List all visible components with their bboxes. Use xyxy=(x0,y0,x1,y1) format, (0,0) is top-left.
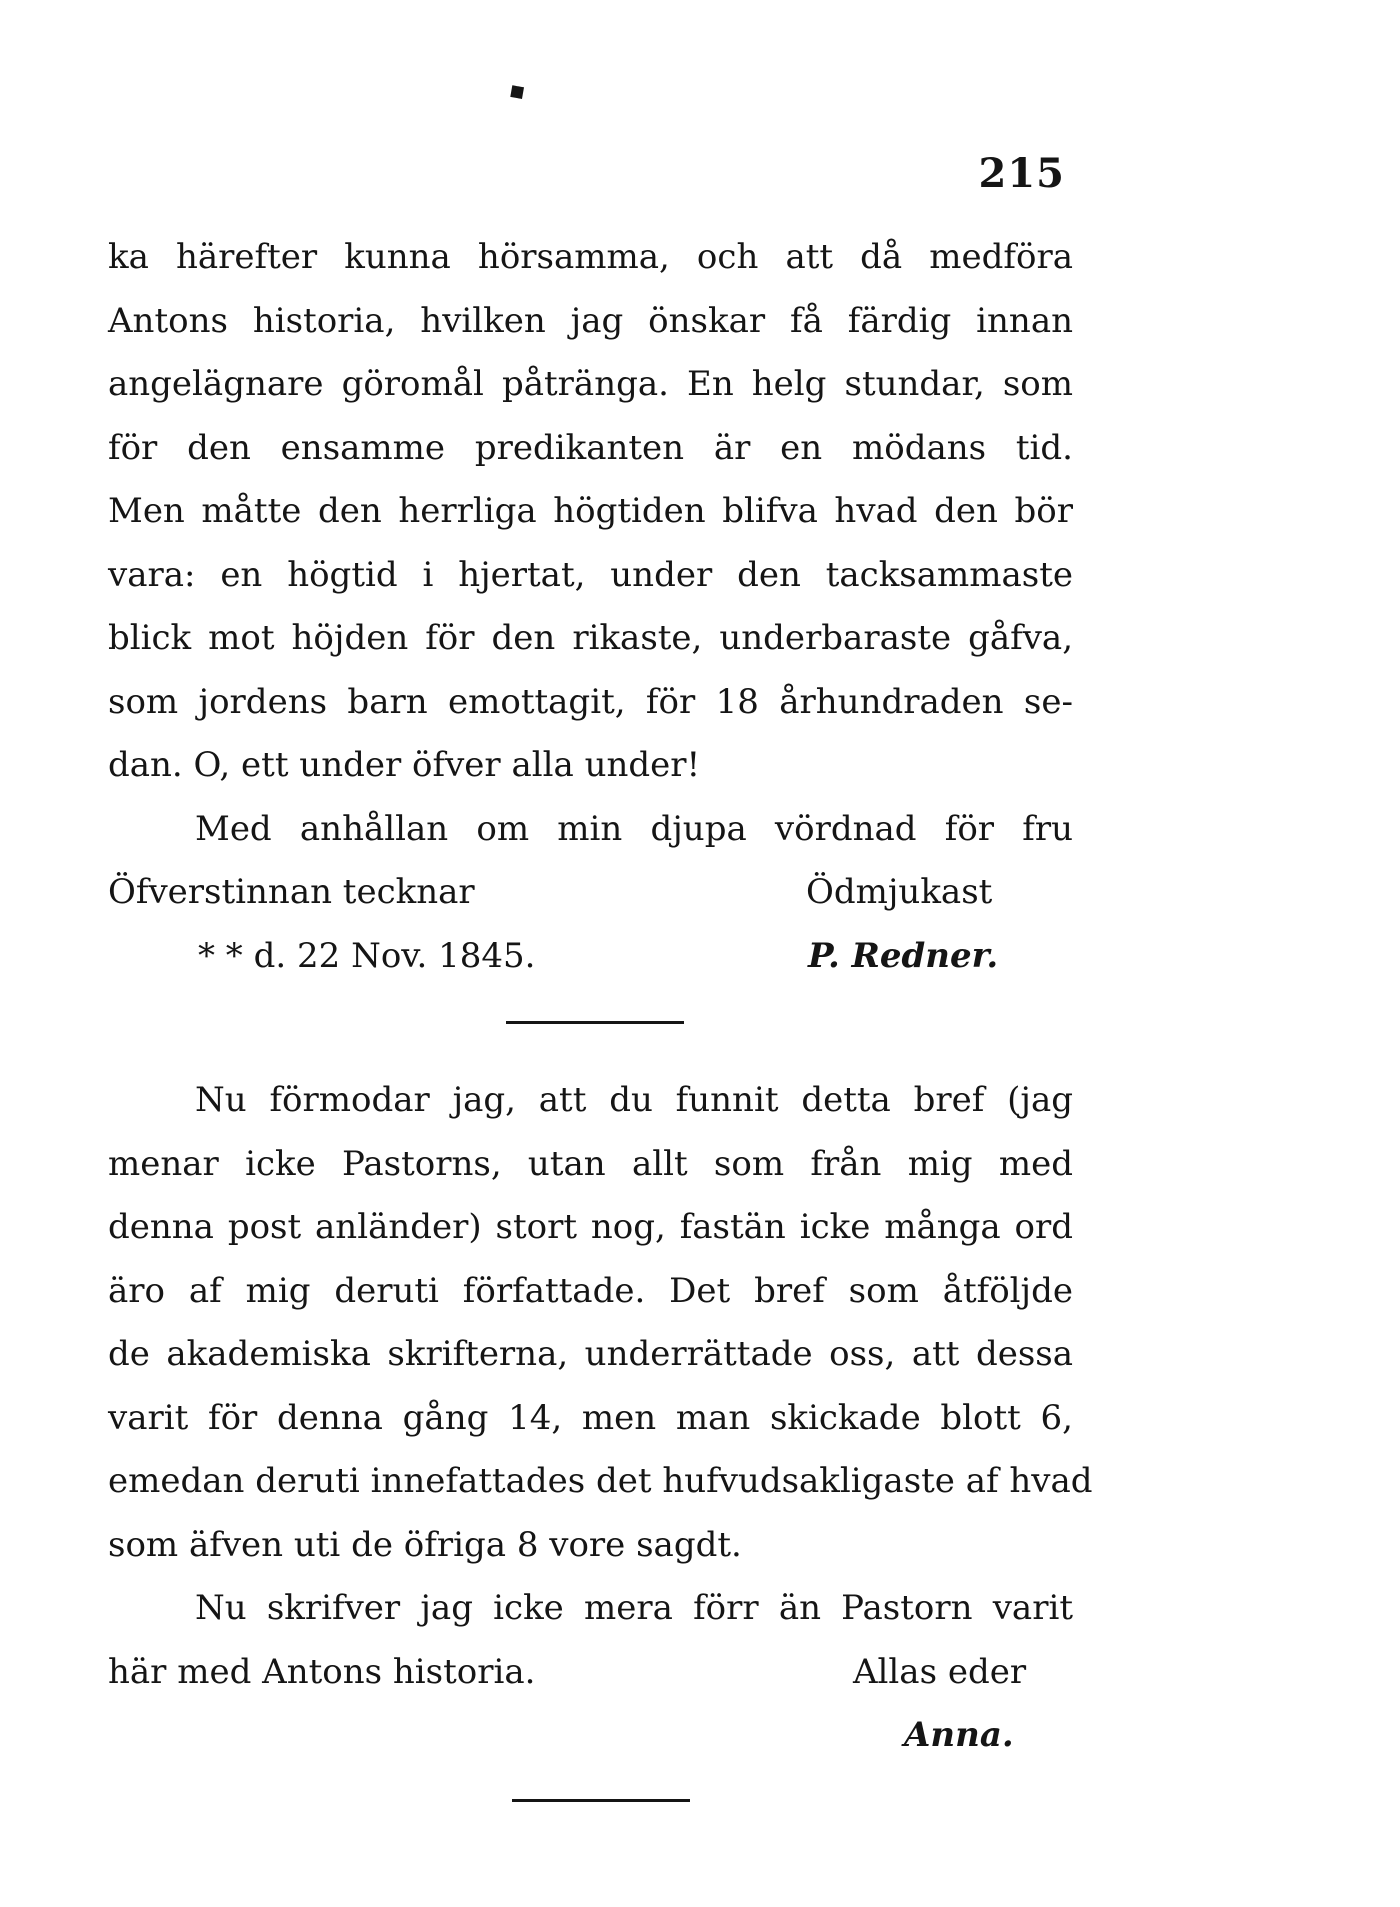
closing-line: Med anhållan om min djupa vördnad för fru xyxy=(195,808,1073,849)
text-line: menar icke Pastorns, utan allt som från mig med xyxy=(108,1143,1073,1184)
sign-off-line xyxy=(108,861,1073,925)
text-line: Men måtte den herrliga högtiden blifva hvad den bör xyxy=(108,491,1073,531)
text-line: denna post anländer) stort nog, fastän icke många ord xyxy=(108,1207,1073,1247)
text-line: ka härefter kunna hörsamma, och att då medföra xyxy=(108,237,1073,277)
text-line: angelägnare göromål påtränga. En helg stundar, som xyxy=(108,364,1073,404)
text-line: dan. O, ett under öfver alla under! xyxy=(108,745,701,785)
sign-off-left: Öfverstinnan tecknar xyxy=(108,872,475,912)
ink-mark: ◆ xyxy=(502,75,531,107)
sign-off-right: Ödmjukast xyxy=(806,872,993,912)
closing-greeting: Allas eder xyxy=(853,1651,1027,1692)
page-number: 215 xyxy=(978,150,1065,197)
signature-line xyxy=(108,1704,1073,1768)
text-line: som äfven uti de öfriga 8 vore sagdt. xyxy=(108,1524,742,1565)
text-line: blick mot höjden för den rikaste, underbaraste gåfva, xyxy=(108,618,1073,658)
text-line: äro af mig deruti författade. Det bref som åtföljde xyxy=(108,1270,1073,1311)
text-line: vara: en högtid i hjertat, under den tacksammaste xyxy=(108,554,1073,595)
letter-1-body xyxy=(108,226,1073,988)
text-line: emedan deruti innefattades det hufvudsakligaste af hvad xyxy=(108,1461,1093,1501)
letter-2-body xyxy=(108,1069,1093,1768)
text-line: som jordens barn emottagit, för 18 århundraden se- xyxy=(108,681,1073,722)
text-line: Nu skrifver jag icke mera förr än Pastorn varit xyxy=(195,1588,1073,1628)
text-line: de akademiska skrifterna, underrättade oss, att dessa xyxy=(108,1334,1073,1374)
letter-date: * * d. 22 Nov. 1845. xyxy=(198,935,536,976)
date-signature-line xyxy=(108,925,1073,989)
text-line: här med Antons historia. xyxy=(108,1651,536,1692)
text-line: för den ensamme predikanten är en mödans tid. xyxy=(108,427,1073,468)
signature-anna: Anna. xyxy=(904,1715,1014,1755)
closing-line xyxy=(108,1641,1073,1705)
text-line: Antons historia, hvilken jag önskar få färdig innan xyxy=(108,300,1073,341)
end-divider xyxy=(512,1799,690,1802)
text-line: Nu förmodar jag, att du funnit detta bref (jag xyxy=(195,1080,1073,1120)
signature-redner: P. Redner. xyxy=(808,935,999,976)
section-divider xyxy=(506,1021,684,1024)
text-line: varit för denna gång 14, men man skickade blott 6, xyxy=(108,1397,1073,1438)
